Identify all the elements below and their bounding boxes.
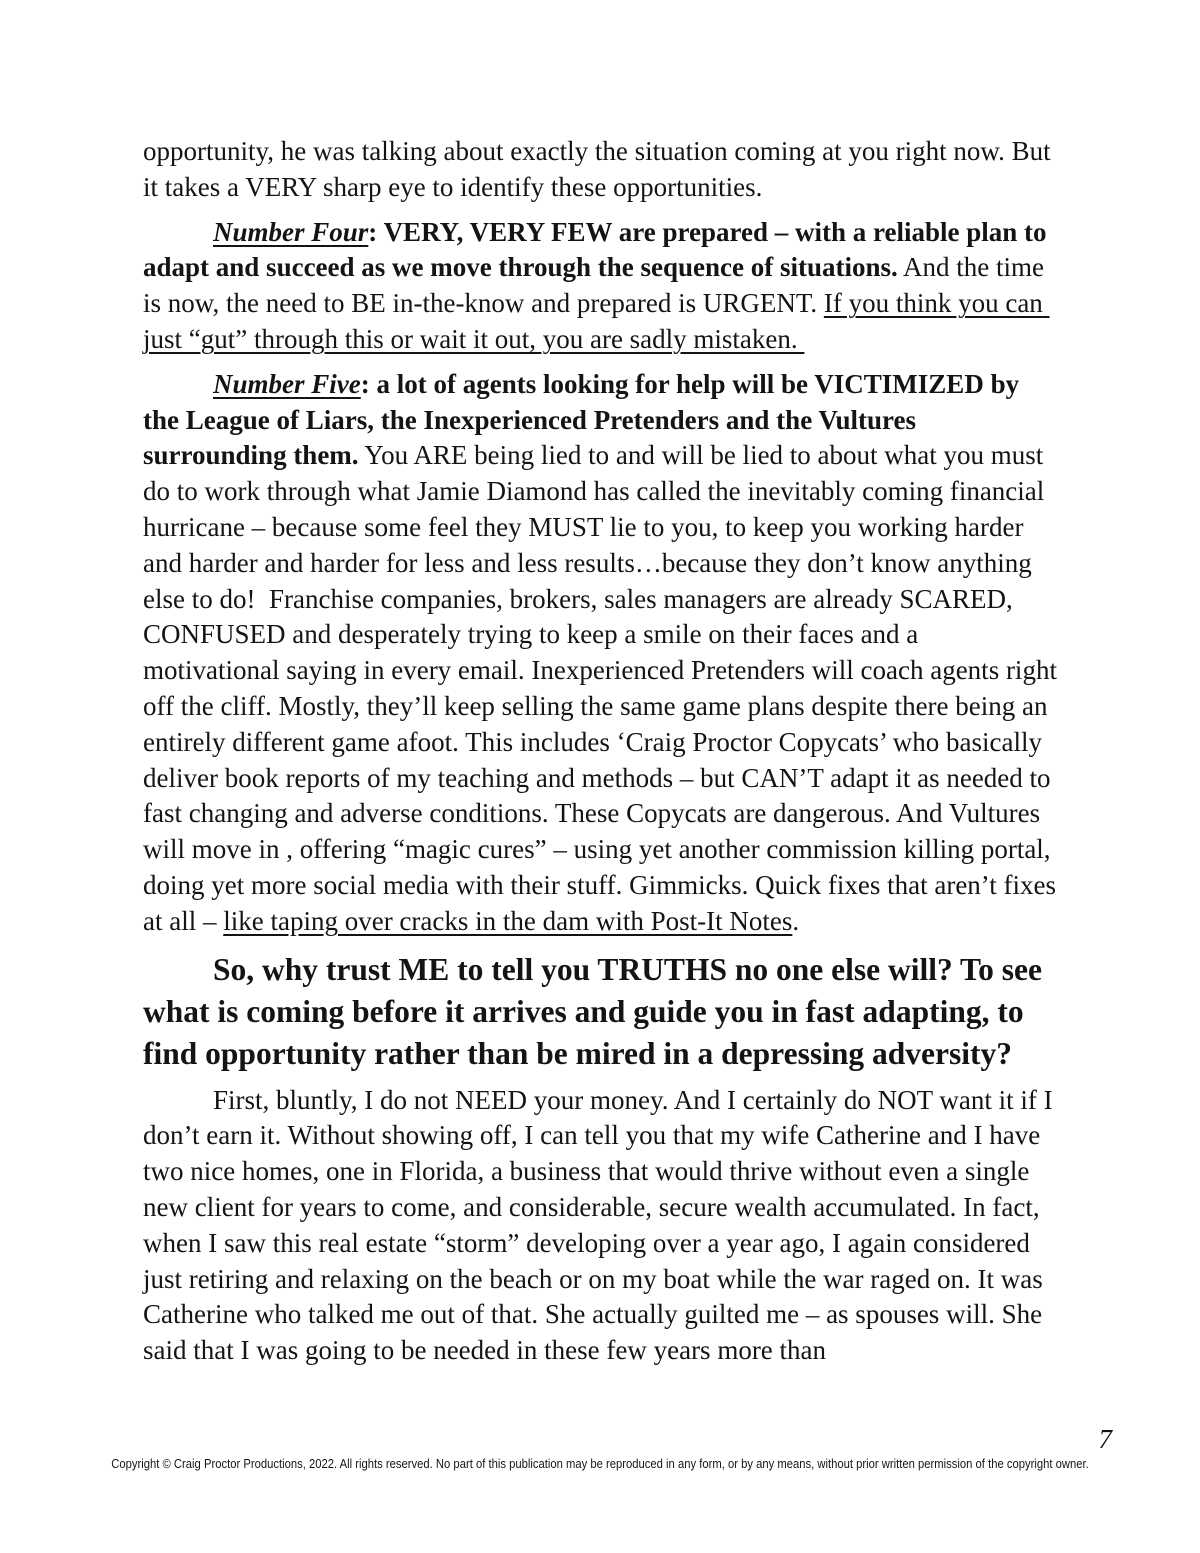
text-run: .: [792, 905, 800, 936]
text-run: And the time is now, the need to BE in-the-know and prepared is URGENT.: [143, 252, 1051, 319]
text-run: :: [360, 368, 377, 399]
paragraph-4: [143, 949, 1059, 1075]
paragraph-2: [143, 215, 1059, 358]
paragraph-3: [143, 367, 1064, 940]
text-run: So, why trust ME to tell you TRUTHS no one else will? To see what is coming before it arrives and guide you in fast adapting, to find opportunity rather than be mired in a depressing adversity?: [143, 951, 1050, 1071]
text-run: :: [368, 216, 384, 247]
text-run: VERY, VERY FEW are prepared – with a reliable plan to adapt and succeed as we move through the sequence of situations.: [143, 216, 1054, 283]
text-run: If you think you can just “gut” through this or wait it out, you are sadly mistaken.: [143, 288, 1050, 354]
text-run: opportunity, he was talking about exactly the situation coming at you right now. But it takes a VERY sharp eye to identify these opportunities.: [143, 136, 1058, 202]
text-run: Number Four: [213, 216, 369, 247]
text-run: You ARE being lied to and will be lied to about what you must do to work through what Jamie Diamond has called the inevitably coming financial hurricane – because some feel they MUST lie to you, to keep you working harder and harder and harder for less and less results…because they don’t know anything else to do! Franchise companies, brokers, sales managers are already SCARED, CONFUSED and desperately trying to keep a smile on their faces and a motivational saying in every email. Inexperienced Pretenders will coach agents right off the cliff. Mostly, they’ll keep selling the same game plans despite there being an entirely different game afoot. This includes ‘Craig Proctor Copycats’ who basically deliver book reports of my teaching and methods – but CAN’T adapt it as needed to fast changing and adverse conditions. These Copycats are dangerous. And Vultures will move in , offering “magic cures” – using yet another commission killing portal, doing yet more social media with their stuff. Gimmicks. Quick fixes that aren’t fixes at all –: [143, 440, 1064, 936]
text-run: First, bluntly, I do not NEED your money. And I certainly do NOT want it if I don’t earn it. Without showing off, I can tell you that my wife Catherine and I have two nice homes, one in Florida, a business that would thrive without even a single new client for years to come, and considerable, secure wealth accumulated. In fact, when I saw this real estate “storm” developing over a year ago, I again considered just retiring and relaxing on the beach or on my boat while the war raged on. It was Catherine who talked me out of that. She actually guilted me – as spouses will. She said that I was going to be needed in these few years more than: [143, 1084, 1060, 1366]
text-run: a lot of agents looking for help will be VICTIMIZED by the League of Liars, the Inexperienced Pretenders and the Vultures surrounding them.: [143, 368, 1026, 471]
text-run: Number Five: [213, 368, 361, 399]
text-run: like taping over cracks in the dam with Post-It Notes: [223, 905, 793, 936]
copyright-notice: Copyright © Craig Proctor Productions, 2022. All rights reserved. No part of this publication may be reproduced in any form, or by any means, without prior written permission of the copyright owner.: [111, 1457, 1089, 1471]
document-body: [143, 134, 1064, 1378]
paragraph-1: [143, 134, 1059, 206]
page-number: 7: [1098, 1424, 1112, 1454]
paragraph-5: [143, 1083, 1059, 1369]
